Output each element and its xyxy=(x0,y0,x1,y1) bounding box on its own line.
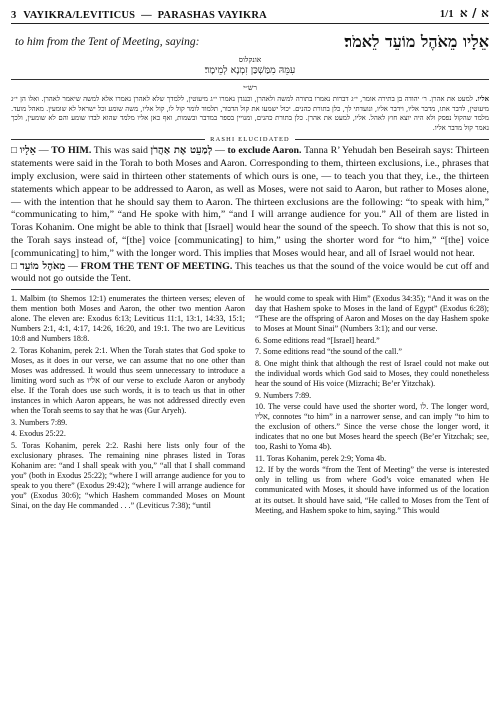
rashi-label: רש״י xyxy=(243,83,257,92)
footnote: 4. Exodus 25:22. xyxy=(11,429,66,439)
entry-text: This was said xyxy=(93,145,148,157)
entry-text: This teaches us that the sound of the voice would be cut off and would not go outside the Tent. xyxy=(11,260,490,285)
header-verse-ref: 1/1 xyxy=(439,9,454,20)
onkelos-label: אונקלוס xyxy=(238,55,262,64)
footnote: 1. Malbim (to Shemos 12:1) enumerates the thirteen verses; eleven of them mention both Moses and Aaron, the other two mention Aaron alone. The eleven are: Exodus 6:13; Leviticus 11:1, 13:1, 14:33, 15:1; Numbers 2:1, 4:1, 4:17, 14:26, 16:20, and 19:1. The two are Leviticus 10:8 and Numbers 18:8. xyxy=(11,294,245,344)
footnote: 7. Some editions read “the sound of the call.” xyxy=(255,347,402,357)
entry-hebrew-lemma: אֵלָיו xyxy=(19,145,37,157)
onkelos-text: עִמֵּהּ מִמַּשְׁכַּן זִמְנָא לְמֵימָר׃ xyxy=(11,65,489,80)
entry-body: Tanna R’ Yehudah ben Beseirah says: Thirteen statements were said in the Torah to both Moses and Aaron. Corresponding to them, thirteen exclusions, i.e., phrases that imply exclusion, were said in thirteen other statements of which ours is one, — to teach you that they, i.e., the thirteen statements which appear to be addressed to Aaron, as well as Moses, were not said to Aaron, but rather to Moses alone, — with the intention that he should say them to Aaron. The thirteen exclusions are the following: “to speak with him,” “communicating to him,” “and He spoke with him,” “and I will arrange audience for you.” All of them are listed in Toras Kohanim. One might be able to think that [Israel] would hear the sound of the speech. To show that this is not so, the Torah says instead of, “[the] voice [communicating] to him,” using the shorter word for “to him,” “[the] voice [communicating] to him,” with the longer word. This implies that Moses would hear, and all of Israel would not hear. xyxy=(11,145,490,259)
footnote: 5. Toras Kohanim, perek 2:2. Rashi here lists only four of the exclusionary phrases. The remaining nine phrases listed in Toras Kohanim are: “and I shall speak with you,” “all that I shall command you” (both in Exodus 25:22); “where I will arrange audience for you to speak to you there” (Exodus 29:42); “where I will arrange audience for you” (Exodus 30:6); “which Hashem commanded Moses on Mount Sinai, on the day He commanded . . .” (Leviticus 7:38); “until xyxy=(11,440,245,511)
header-left xyxy=(11,10,267,21)
rashi-hebrew-text xyxy=(11,95,489,135)
verse-english: to him from the Tent of Meeting, saying: xyxy=(15,36,200,48)
verse-hebrew: אֵלָיו מֵאֹהֶל מוֹעֵד לֵאמֹר׃ xyxy=(344,32,489,51)
verse-line xyxy=(11,32,489,52)
elucidation xyxy=(11,145,489,290)
footnote: 10. The verse could have used the shorter word, לו. The longer word, אליו, connotes “to him” in a narrower sense, and can imply “to him to the exclusion of others.” Since the verse chose the longer word, it indicates that no one but Moses heard the speech (Be’er Yitzchak; see, too, Rashi to Yoma 4b). xyxy=(255,402,489,452)
rashi-elucidated-label: RASHI ELUCIDATED xyxy=(210,136,290,144)
entry-hebrew-phrase: לְמַעֵט אֶת אַהֲרֹן xyxy=(150,145,213,157)
rashi-body: למעט את אהרן. ר׳ יהודה בן בתירה אומר, י״ג דברות נאמרו בתורה למשה ולאהרן, וכנגדן נאמרו י״ג מיעוטין, ללמדך שלא לאהרן נאמרו אלא למשה שיאמר לאהרן. ואלו הן י״ג מיעוטין, לדבר אתו, מדבר אליו, וידבר אליו, ונועדתי לך, כלן בתורת כהנים. יכול ישמעו את קול הדבור, תלמוד לומר קול לו, קול אליו, משה שומע וכל ישראל לא שומעין. מאהל מועד. מלמד שהקול נפסק ולא היה יוצא חוץ לאהל. אליו, למעט את אהרן. כלן בתורת כהנים, ומנויין בספר במדבר ובשמות, ואף כאן אליו מלמד שהוא לבדו שומע והם לא שומעין, ולכך נאמר קול מדבר אליו. xyxy=(11,95,489,132)
rashi-elucidated-divider xyxy=(11,136,489,143)
footnote: 9. Numbers 7:89. xyxy=(255,390,312,400)
elucidation-entry xyxy=(11,145,489,260)
entry-marker: □ xyxy=(11,260,18,272)
header-separator: — xyxy=(141,10,152,21)
entry-dash: — xyxy=(38,145,49,157)
footnote: he would come to speak with Him” (Exodus 34:35); “And it was on the day that Hashem spoke to Moses in the land of Egypt” (Exodus 6:28); “These are the offspring of Aaron and Moses on the day Hashem spoke to Moses at Mount Sinai” (Numbers 3:1); and our verse. xyxy=(255,294,489,334)
footnote: 11. Toras Kohanim, perek 2:9; Yoma 4b. xyxy=(255,453,387,463)
entry-marker: □ xyxy=(11,145,18,157)
rashi-lead: אליו. xyxy=(475,95,489,103)
footnotes xyxy=(11,294,489,517)
footnotes-right-column xyxy=(255,294,489,517)
header-right xyxy=(440,6,489,21)
header-parasha: PARASHAS VAYIKRA xyxy=(157,10,267,21)
header-book: VAYIKRA/LEVITICUS xyxy=(23,10,136,21)
footnote: 2. Toras Kohanim, perek 2:1. When the Torah states that God spoke to Moses, as it does in our verse, we can assume that no one other than Moses was addressed. It would thus seem unnecessary to introduce a limiting word such as אליו of our verse to exclude Aaron or anybody else. If the Torah does use such words, it is to teach us that in other instances in which Aaron appears, he was not addressed directly even when the Torah seems to say that he was (Gur Aryeh). xyxy=(11,345,245,416)
entry-dash: — xyxy=(68,260,78,272)
page-number: 3 xyxy=(11,10,17,21)
header-hebrew-ref: א / א xyxy=(459,6,489,20)
footnote: 8. One might think that although the rest of Israel could not make out the individual words which God said to Moses, they could nonetheless hear the sound of His voice (Mizrachi; Be’er Yitzchak). xyxy=(255,358,489,389)
entry-caption: TO HIM. xyxy=(51,145,92,157)
rashi-paragraph xyxy=(11,95,489,133)
entry-bold: to exclude Aaron. xyxy=(227,145,302,157)
footnotes-left-column xyxy=(11,294,245,517)
elucidation-entry xyxy=(11,261,489,287)
entry-caption: FROM THE TENT OF MEETING. xyxy=(80,260,233,272)
footnote: 6. Some editions read “[Israel] heard.” xyxy=(255,335,380,345)
running-header xyxy=(11,6,489,24)
entry-hebrew-lemma: מֵאֹהֶל מוֹעֵד xyxy=(19,260,66,272)
footnote: 12. If by the words “from the Tent of Meeting” the verse is interested only in telling us from where God’s voice emanated when He communicated with Moses, it should have informed us of the location at its outset. It should have said, “He called to Moses from the Tent of Meeting, and Hashem spoke to him, saying.” This would xyxy=(255,465,489,515)
entry-dash: — xyxy=(214,145,225,157)
footnote: 3. Numbers 7:89. xyxy=(11,417,68,427)
